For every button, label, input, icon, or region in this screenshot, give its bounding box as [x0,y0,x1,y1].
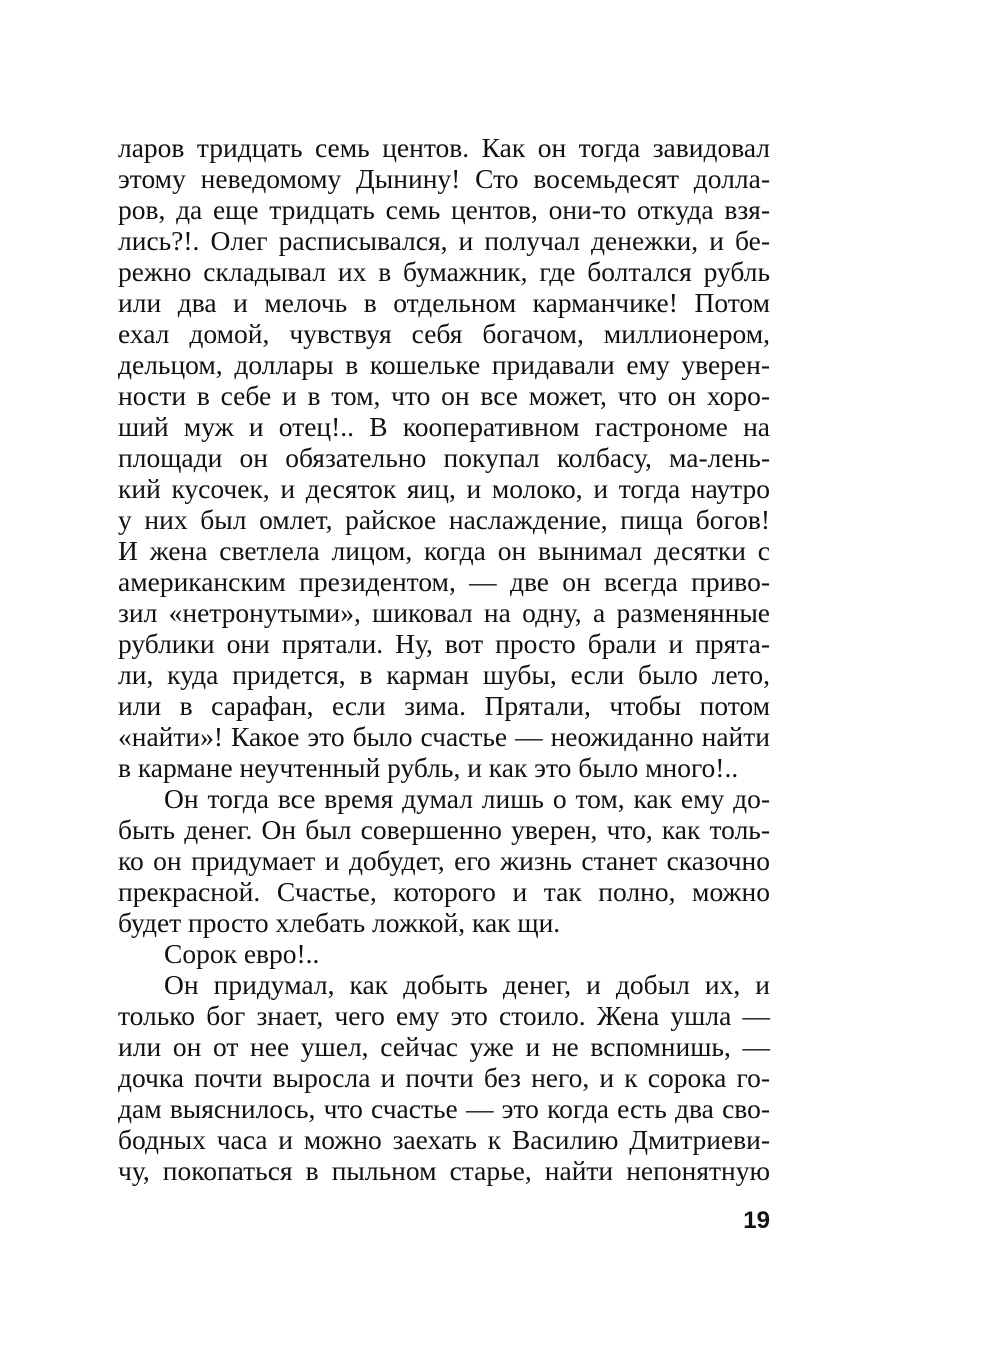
text-line: ларов тридцать семь центов. Как он тогда завидовал [118,132,770,163]
text-line: дочка почти выросла и почти без него, и к сорока го- [118,1062,770,1093]
text-line: быть денег. Он был совершенно уверен, что, как толь- [118,814,770,845]
text-line: дам выяснилось, что счастье — это когда есть два сво- [118,1093,770,1124]
text-line: площади он обязательно покупал колбасу, ма-лень- [118,442,770,473]
text-line: у них был омлет, райское наслаждение, пища богов! [118,504,770,535]
text-line: Сорок евро!.. [164,938,320,969]
text-line: в кармане неучтенный рубль, и как это было много!.. [118,752,739,783]
text-line: будет просто хлебать ложкой, как щи. [118,907,561,938]
text-line: лись?!. Олег расписывался, и получал денежки, и бе- [118,225,770,256]
text-line: ко он придумает и добудет, его жизнь станет сказочно [118,845,770,876]
page-number: 19 [743,1207,770,1234]
text-line: прекрасной. Счастье, которого и так полно, можно [118,876,770,907]
text-line: ший муж и отец!.. В кооперативном гастрономе на [118,411,770,442]
text-line: американским президентом, — две он всегда приво- [118,566,770,597]
text-line: зил «нетронутыми», шиковал на одну, а разменянные [118,597,770,628]
text-line: И жена светлела лицом, когда он вынимал десятки с [118,535,770,566]
text-line: или в сарафан, если зима. Прятали, чтобы потом [118,690,770,721]
text-line: или два и мелочь в отдельном карманчике! Потом [118,287,770,318]
text-line: дельцом, доллары в кошельке придавали ему уверен- [118,349,770,380]
text-line: рублики они прятали. Ну, вот просто брали и прята- [118,628,770,659]
text-line: ности в себе и в том, что он все может, что он хоро- [118,380,770,411]
text-line: чу, покопаться в пыльном старье, найти непонятную [118,1155,770,1186]
text-line: ехал домой, чувствуя себя богачом, миллионером, [118,318,770,349]
text-line: ли, куда придется, в карман шубы, если было лето, [118,659,770,690]
text-line: Он тогда все время думал лишь о том, как ему до- [164,783,770,814]
text-line: Он придумал, как добыть денег, и добыл их, и [164,969,770,1000]
text-line: ров, да еще тридцать семь центов, они-то откуда взя- [118,194,770,225]
text-line: «найти»! Какое это было счастье — неожиданно найти [118,721,770,752]
body-text [118,132,770,1186]
text-line: кий кусочек, и десяток яиц, и молоко, и тогда наутро [118,473,770,504]
text-line: этому неведомому Дынину! Сто восемьдесят долла- [118,163,770,194]
text-line: или он от нее ушел, сейчас уже и не вспомнишь, — [118,1031,770,1062]
text-line: только бог знает, чего ему это стоило. Жена ушла — [118,1000,770,1031]
text-line: режно складывал их в бумажник, где болтался рубль [118,256,770,287]
text-line: бодных часа и можно заехать к Василию Дмитриеви- [118,1124,770,1155]
